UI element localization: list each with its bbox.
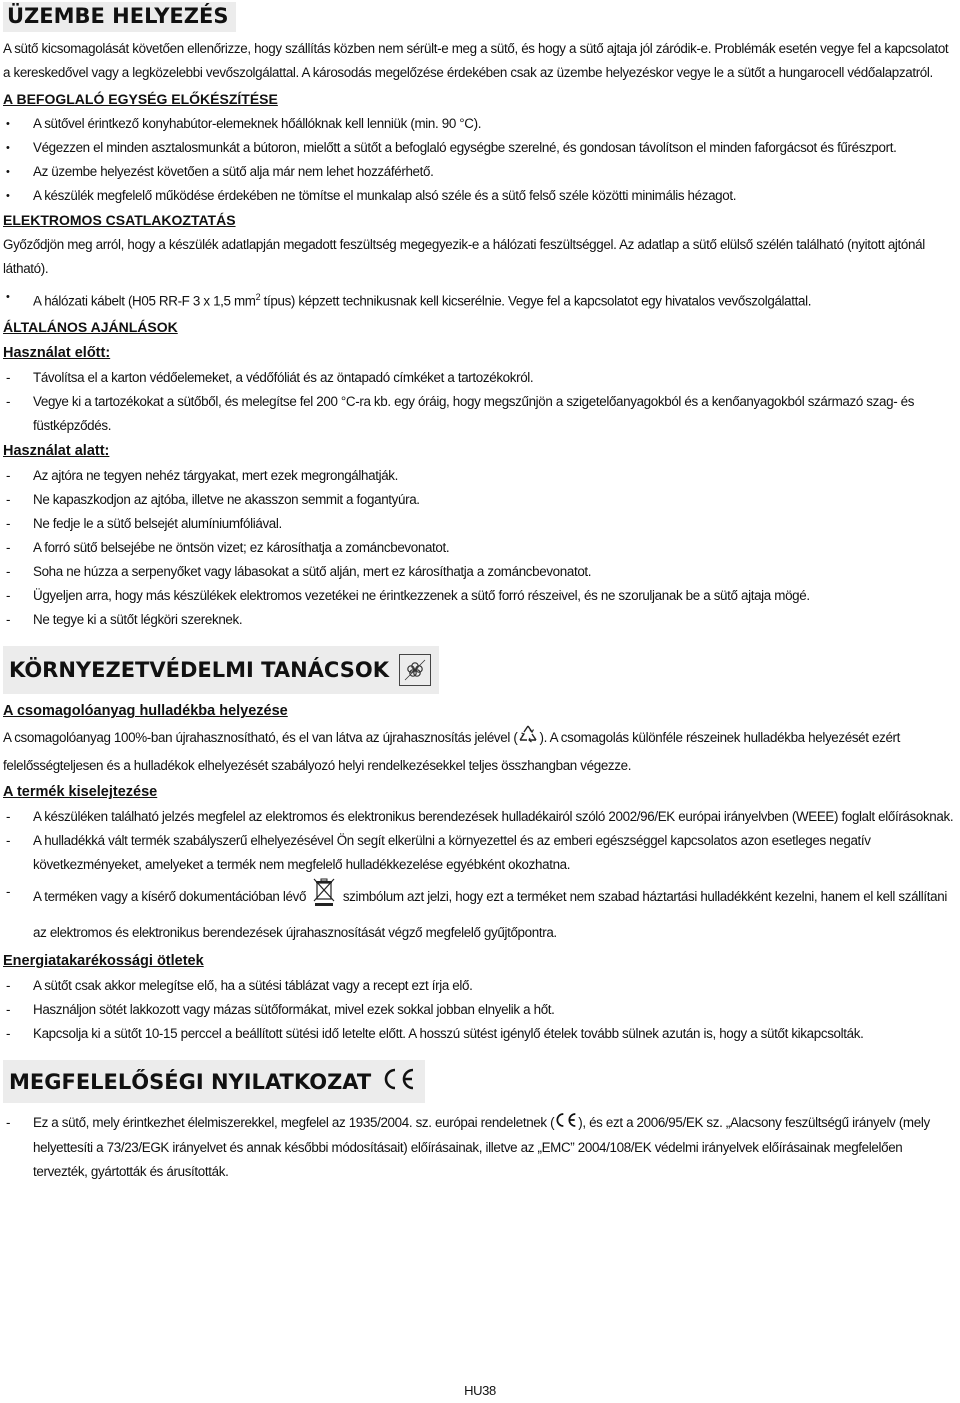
list-item: - Ez a sütő, mely érintkezhet élelmiszerekkel, megfelel az 1935/2004. sz. európai rendeletnek ( ), és ezt a 2006/95/EK sz. „Alacsony feszültségű irányelv (mely helyettesíti a 73/23/EGK irányelvet és annak későbbi módosításait) előírásainak, illetve az „EMC” 2004/108/EK védelmi irányelvek előírásainak megfelelően tervezték, gyártották és árusították. — [3, 1111, 957, 1183]
list-item: - Ügyeljen arra, hogy más készülékek elektromos vezetékei ne érintkezzenek a sütő forró részeivel, és ne szoruljanak be a sütő ajtaja mögé. — [6, 588, 810, 604]
list-item: - Vegye ki a tartozékokat a sütőből, és melegítse fel 200 °C-ra kb. egy óráig, hogy megszűnjön a szigetelőanyagokból és a kenőanyagokból származó szag- és füstképződés. — [6, 394, 915, 434]
before-heading: Használat előtt: — [3, 345, 111, 362]
eco-flower-icon — [399, 654, 431, 686]
env-title: KÖRNYEZETVÉDELMI TANÁCSOK — [9, 658, 389, 683]
general-heading: ÁLTALÁNOS AJÁNLÁSOK — [3, 319, 178, 336]
list-item: - A sütőt csak akkor melegítse elő, ha a sütési táblázat vagy a recept ezt írja elő. — [6, 978, 473, 994]
list-item: - Soha ne húzza a serpenyőket vagy lábasokat a sütő alján, mert ez károsíthatja a zománcbevonatot. — [6, 564, 592, 580]
disposal-list — [3, 805, 957, 948]
section-title-conformity — [3, 1060, 425, 1103]
list-item: - Kapcsolja ki a sütőt 10-15 perccel a beállított sütési idő letelte előtt. A hosszú sütést igénylő ételek tovább sülnek azután is, hogy a sütőt kikapcsolták. — [6, 1026, 864, 1042]
ce-mark-icon — [554, 1112, 578, 1136]
section-title-install — [3, 2, 236, 32]
ce-mark-icon — [381, 1067, 417, 1096]
elec-heading: ELEKTROMOS CSATLAKOZTATÁS — [3, 212, 236, 228]
pack-text: A csomagolóanyag 100%-ban újrahasznosítható, és el van látva az újrahasznosítás jelével ( ). A csomagolás különféle részeinek hulladékba helyezését ezért felelősségteljesen és a hulladékok elhelyezését szabályozó helyi rendelkezésekkel teljes összhangban végezze. — [3, 724, 957, 779]
list-item: - Ne kapaszkodjon az ajtóba, illetve ne akasszon semmit a fogantyúra. — [6, 492, 420, 508]
document-page — [3, 0, 957, 1184]
install-intro: A sütő kicsomagolását követően ellenőrizze, hogy szállítás közben nem sérült-e meg a sütő, és hogy a sütő ajtaja jól záródik-e. Problémák esetén vegye fel a kapcsolatot a kereskedővel vagy a legközelebbi vevőszolgálattal. A károsodás megelőzése érdekében csak az üzembe helyezéskor vegye le a sütőt a hungarocell védőalapzatról. — [3, 41, 949, 80]
page-number: HU38 — [464, 1383, 496, 1398]
energy-heading: Energiatakarékossági ötletek — [3, 953, 204, 970]
conformity-list — [3, 1111, 957, 1183]
list-item: • A hálózati kábelt (H05 RR-F 3 x 1,5 $mm^2$ típus) képzett technikusnak kell kicserélnie. Vegye fel a kapcsolatot egy hivatalos vevőszolgálattal. — [6, 291, 812, 309]
list-item: - Ne tegye ki a sütőt légköri szereknek. — [6, 612, 243, 628]
disposal-heading: A termék kiselejtezése — [3, 784, 158, 801]
prep-heading: A BEFOGLALÓ EGYSÉG ELŐKÉSZÍTÉSE — [3, 91, 278, 107]
list-item: - Az ajtóra ne tegyen nehéz tárgyakat, mert ezek megrongálhatják. — [6, 468, 399, 484]
elec-list — [3, 285, 957, 313]
list-item: - Használjon sötét lakkozott vagy mázas sütőformákat, mivel ezek sokkal jobban elnyelik a hőt. — [6, 1002, 555, 1018]
list-item: - Távolítsa el a karton védőelemeket, a védőfóliát és az öntapadó címkéket a tartozékokról. — [6, 370, 534, 386]
during-list — [3, 464, 957, 632]
list-item: • Végezzen el minden asztalosmunkát a bútoron, mielőtt a sütőt a befoglaló egységbe szerelné, és gondosan távolítson el minden faforgácsot és fűrészport. — [6, 140, 897, 155]
list-item: - A terméken vagy a kísérő dokumentációban lévő szimbólum azt jelzi, hogy ezt a terméket nem szabad háztartási hulladékként kezelni, hanem el kell szállítani az elektromos és elektronikus berendezések újrahasznosítását végző megfelelő gyűjtőpontra. — [3, 877, 957, 948]
before-list — [3, 366, 957, 438]
elec-text: Győződjön meg arról, hogy a készülék adatlapján megadott feszültség megegyezik-e a hálózati feszültséggel. Az adatlap a sütő elülső szélén található (nyitott ajtónál látható). — [3, 237, 925, 276]
list-item: - A forró sütő belsejébe ne öntsön vizet; ez károsíthatja a zománcbevonatot. — [6, 540, 450, 556]
energy-list — [3, 974, 957, 1046]
prep-list — [3, 112, 957, 208]
recycle-icon — [517, 724, 539, 753]
list-item: • A sütővel érintkező konyhabútor-elemeknek hőállóknak kell lenniük (min. 90 °C). — [6, 116, 482, 131]
list-item: • Az üzembe helyezést követően a sütő alja már nem lehet hozzáférhető. — [6, 164, 434, 179]
during-heading: Használat alatt: — [3, 443, 110, 460]
list-item: - A készüléken található jelzés megfelel az elektromos és elektronikus berendezések hulladékairól szóló 2002/96/EK európai irányelvben (WEEE) foglalt előírásoknak. — [6, 809, 954, 825]
section-title-env — [3, 646, 439, 694]
list-item: - A hulladékká vált termék szabályszerű elhelyezésével Ön segít elkerülni a környezettel és az emberi egészséggel kapcsolatos azon esetleges negatív következményeket, amelyeket a termék nem megfelelő hulladékkezelése egyébként okozhatna. — [6, 833, 871, 873]
list-item: - Ne fedje le a sütő belsejét alumíniumfóliával. — [6, 516, 282, 532]
install-title: ÜZEMBE HELYEZÉS — [7, 4, 229, 28]
list-item: • A készülék megfelelő működése érdekében ne tömítse el munkalap alsó széle és a sütő felső széle közötti minimális hézagot. — [6, 188, 737, 203]
pack-heading: A csomagolóanyag hulladékba helyezése — [3, 703, 288, 720]
conformity-title: MEGFELELŐSÉGI NYILATKOZAT — [9, 1069, 372, 1094]
crossed-bin-icon — [312, 877, 336, 918]
